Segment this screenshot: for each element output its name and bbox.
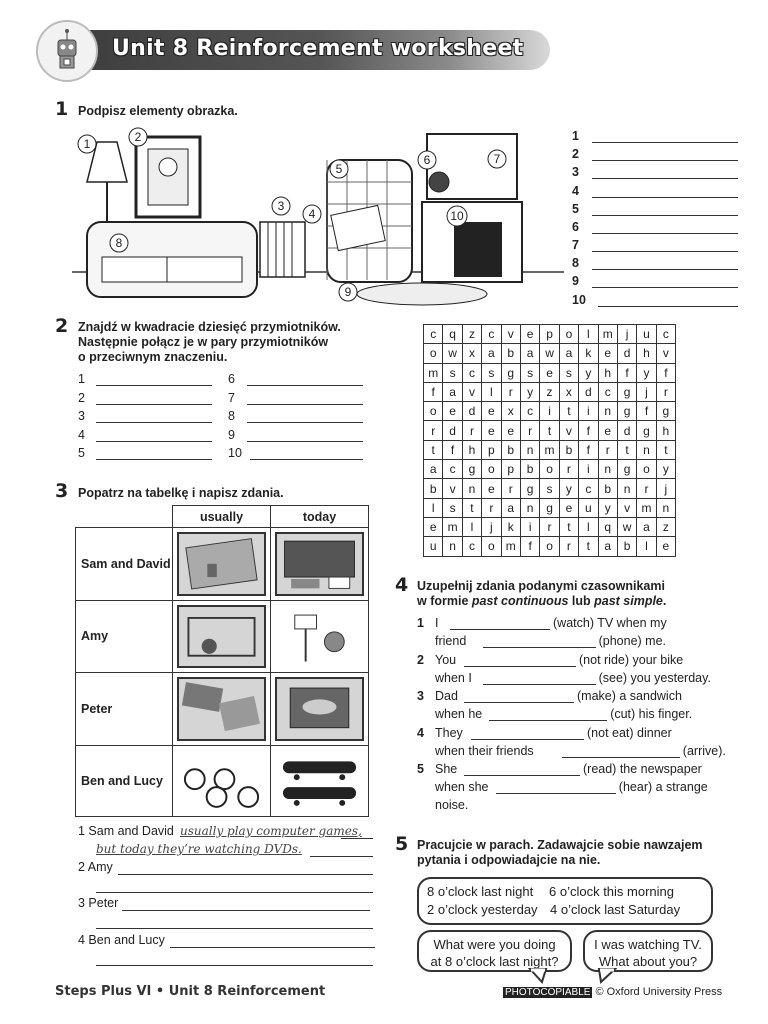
- answer-number-8: 8: [572, 256, 579, 270]
- row-name: Peter: [76, 673, 173, 746]
- grid-cell[interactable]: y: [520, 382, 539, 401]
- grid-cell[interactable]: g: [656, 402, 675, 421]
- grid-cell[interactable]: m: [424, 363, 443, 382]
- grid-cell[interactable]: m: [540, 440, 559, 459]
- sentence-3-prefix: 3 Peter: [78, 896, 119, 910]
- grid-cell[interactable]: j: [637, 382, 656, 401]
- grid-cell[interactable]: j: [617, 325, 636, 344]
- grid-cell[interactable]: t: [424, 440, 443, 459]
- item-number: 1: [417, 616, 424, 630]
- grid-cell[interactable]: a: [501, 498, 520, 517]
- grid-cell[interactable]: s: [482, 363, 501, 382]
- grid-cell[interactable]: k: [579, 344, 598, 363]
- grid-cell[interactable]: h: [598, 363, 617, 382]
- answer-line[interactable]: [464, 775, 580, 776]
- speech-tail-icon: [528, 968, 550, 984]
- grid-cell[interactable]: r: [656, 382, 675, 401]
- grid-cell[interactable]: l: [482, 382, 501, 401]
- grid-cell[interactable]: n: [656, 498, 675, 517]
- grid-cell[interactable]: g: [617, 460, 636, 479]
- grid-cell[interactable]: g: [540, 498, 559, 517]
- grid-cell[interactable]: v: [443, 479, 462, 498]
- grid-cell[interactable]: a: [443, 382, 462, 401]
- grid-cell[interactable]: n: [443, 537, 462, 556]
- answer-line[interactable]: [496, 793, 616, 794]
- answer-line[interactable]: [592, 160, 738, 161]
- grid-cell[interactable]: m: [443, 517, 462, 536]
- grid-cell[interactable]: e: [520, 325, 539, 344]
- grid-cell[interactable]: d: [617, 421, 636, 440]
- answer-line[interactable]: [341, 838, 373, 839]
- grid-cell[interactable]: c: [579, 479, 598, 498]
- grid-cell[interactable]: b: [559, 440, 578, 459]
- grid-cell[interactable]: f: [579, 440, 598, 459]
- answer-line[interactable]: [247, 385, 363, 386]
- answer-line[interactable]: [450, 629, 550, 630]
- grid-cell[interactable]: h: [462, 440, 481, 459]
- item-text: when he: [435, 707, 483, 721]
- item-number: 5: [417, 762, 424, 776]
- adjective-number: 3: [78, 409, 85, 423]
- grid-cell[interactable]: x: [501, 402, 520, 421]
- grid-cell[interactable]: o: [424, 402, 443, 421]
- grid-cell[interactable]: u: [424, 537, 443, 556]
- grid-cell[interactable]: g: [462, 460, 481, 479]
- grid-cell[interactable]: h: [637, 344, 656, 363]
- answer-line[interactable]: [592, 215, 738, 216]
- answer-line[interactable]: [483, 647, 596, 648]
- grid-cell[interactable]: o: [559, 325, 578, 344]
- svg-text:5: 5: [335, 162, 343, 176]
- exercise-1-number: 1: [55, 98, 69, 120]
- answer-line[interactable]: [96, 441, 212, 442]
- answer-line[interactable]: [592, 287, 738, 288]
- item-text: I: [435, 616, 439, 630]
- answer-line[interactable]: [96, 892, 373, 893]
- grid-cell[interactable]: n: [462, 479, 481, 498]
- grid-cell[interactable]: f: [520, 537, 539, 556]
- grid-cell[interactable]: h: [656, 421, 675, 440]
- grid-cell[interactable]: i: [540, 402, 559, 421]
- grid-cell[interactable]: y: [559, 479, 578, 498]
- grid-cell[interactable]: k: [501, 517, 520, 536]
- grid-cell[interactable]: i: [579, 402, 598, 421]
- answer-number-1: 1: [572, 129, 579, 143]
- football-goal-picture: [177, 605, 266, 669]
- column-usually: usually: [173, 506, 271, 528]
- answer-line[interactable]: [96, 928, 373, 929]
- times-bubble: 8 o’clock last night 6 o’clock this morning 2 o’clock yesterday 4 o’clock last Saturday: [417, 877, 713, 925]
- grid-cell[interactable]: i: [520, 517, 539, 536]
- grid-cell[interactable]: t: [617, 440, 636, 459]
- grid-cell[interactable]: t: [579, 537, 598, 556]
- item-text: (watch) TV when my: [553, 616, 667, 630]
- grid-cell[interactable]: d: [617, 344, 636, 363]
- svg-text:9: 9: [344, 285, 352, 299]
- grid-cell[interactable]: c: [656, 325, 675, 344]
- grid-cell[interactable]: s: [443, 498, 462, 517]
- grid-cell[interactable]: r: [637, 479, 656, 498]
- answer-number-9: 9: [572, 274, 579, 288]
- grid-cell[interactable]: a: [598, 537, 617, 556]
- adjective-number: 1: [78, 372, 85, 386]
- grid-cell[interactable]: l: [424, 498, 443, 517]
- answer-line[interactable]: [247, 422, 363, 423]
- answer-line[interactable]: [122, 910, 370, 911]
- sentence-1-answer-b: but today they’re watching DVDs.: [96, 842, 302, 856]
- row-name: Ben and Lucy: [76, 745, 173, 816]
- svg-text:2: 2: [134, 130, 142, 144]
- grid-cell[interactable]: c: [443, 460, 462, 479]
- grid-cell[interactable]: t: [462, 498, 481, 517]
- grid-cell[interactable]: g: [520, 479, 539, 498]
- answer-line[interactable]: [592, 142, 738, 143]
- grid-cell[interactable]: f: [617, 363, 636, 382]
- answer-line[interactable]: [562, 757, 680, 758]
- item-5-continuation: noise.: [435, 798, 469, 812]
- grid-cell[interactable]: f: [424, 382, 443, 401]
- item-text: (arrive).: [682, 743, 726, 758]
- grid-cell[interactable]: d: [443, 421, 462, 440]
- item-text: when their friends: [435, 743, 534, 758]
- adjective-number: 10: [228, 446, 242, 460]
- grid-cell[interactable]: b: [617, 537, 636, 556]
- grid-cell[interactable]: r: [462, 421, 481, 440]
- grid-cell[interactable]: e: [598, 344, 617, 363]
- exercise-5-instruction: Pracujcie w parach. Zadawajcie sobie nawzajem pytania i odpowiadajcie na nie.: [417, 838, 703, 867]
- grid-cell[interactable]: a: [637, 517, 656, 536]
- answer-number-6: 6: [572, 220, 579, 234]
- grid-cell[interactable]: e: [482, 402, 501, 421]
- activity-table: [75, 505, 369, 817]
- grid-cell[interactable]: g: [617, 382, 636, 401]
- grid-cell[interactable]: w: [540, 344, 559, 363]
- grid-cell[interactable]: o: [482, 460, 501, 479]
- grid-cell[interactable]: o: [637, 460, 656, 479]
- grid-cell[interactable]: v: [656, 344, 675, 363]
- answer-line[interactable]: [96, 459, 212, 460]
- grid-cell[interactable]: z: [462, 325, 481, 344]
- grid-cell[interactable]: c: [598, 382, 617, 401]
- item-number: 2: [417, 652, 424, 667]
- svg-text:8: 8: [115, 236, 123, 250]
- answer-line[interactable]: [96, 404, 212, 405]
- svg-text:1: 1: [83, 137, 91, 151]
- item-text: (hear) a strange: [618, 780, 708, 794]
- page-title: Unit 8 Reinforcement worksheet: [112, 36, 524, 61]
- grid-cell[interactable]: o: [540, 460, 559, 479]
- grid-cell[interactable]: j: [656, 479, 675, 498]
- svg-text:4: 4: [308, 207, 316, 221]
- answer-speech-bubble: I was watching TV. What about you?: [583, 930, 713, 972]
- answer-line[interactable]: [170, 947, 375, 948]
- grid-cell[interactable]: d: [579, 382, 598, 401]
- grid-cell[interactable]: f: [579, 421, 598, 440]
- computer-game-picture: [177, 532, 266, 596]
- grid-cell[interactable]: n: [598, 402, 617, 421]
- answer-line[interactable]: [96, 385, 212, 386]
- item-text: when I: [435, 670, 472, 685]
- item-text: She: [435, 762, 458, 776]
- exercise-1-instruction: Podpisz elementy obrazka.: [78, 104, 238, 118]
- grid-cell[interactable]: m: [501, 537, 520, 556]
- grid-cell[interactable]: u: [637, 325, 656, 344]
- answer-number-7: 7: [572, 238, 579, 252]
- adjective-number: 9: [228, 427, 235, 442]
- answer-number-4: 4: [572, 184, 579, 198]
- grid-cell[interactable]: r: [501, 479, 520, 498]
- sentence-1-prefix: 1 Sam and David: [78, 824, 174, 838]
- answer-line[interactable]: [464, 702, 574, 703]
- svg-text:10: 10: [450, 209, 464, 223]
- answer-line[interactable]: [483, 684, 596, 685]
- grid-cell[interactable]: q: [598, 517, 617, 536]
- grid-cell[interactable]: x: [559, 382, 578, 401]
- grid-cell[interactable]: g: [637, 421, 656, 440]
- grid-cell[interactable]: y: [637, 363, 656, 382]
- grid-cell[interactable]: w: [443, 344, 462, 363]
- grid-cell[interactable]: f: [443, 440, 462, 459]
- answer-line[interactable]: [489, 720, 607, 721]
- speech-tail-icon: [595, 968, 617, 984]
- grid-cell[interactable]: s: [559, 363, 578, 382]
- grid-cell[interactable]: t: [559, 402, 578, 421]
- grid-cell[interactable]: a: [424, 460, 443, 479]
- exercise-2-number: 2: [55, 315, 69, 337]
- exercise-4-number: 4: [395, 574, 409, 596]
- grid-cell[interactable]: d: [462, 402, 481, 421]
- grid-cell[interactable]: i: [579, 460, 598, 479]
- grid-cell[interactable]: a: [520, 344, 539, 363]
- answer-line[interactable]: [464, 666, 576, 667]
- grid-cell[interactable]: x: [462, 344, 481, 363]
- adjective-number: 8: [228, 409, 235, 423]
- item-text: when she: [435, 780, 489, 794]
- svg-text:6: 6: [423, 153, 431, 167]
- grid-cell[interactable]: g: [501, 363, 520, 382]
- living-room-illustration: [72, 122, 564, 312]
- grid-cell[interactable]: c: [462, 363, 481, 382]
- sentence-2-prefix: 2 Amy: [78, 860, 113, 874]
- answer-number-5: 5: [572, 202, 579, 216]
- item-text: Dad: [435, 689, 458, 703]
- grid-cell[interactable]: s: [520, 363, 539, 382]
- basketball-picture: [275, 605, 364, 669]
- answer-line[interactable]: [118, 874, 373, 875]
- item-text: friend: [435, 634, 467, 648]
- footer-title: Steps Plus VI • Unit 8 Reinforcement: [55, 984, 326, 999]
- grid-cell[interactable]: c: [520, 402, 539, 421]
- grid-cell[interactable]: r: [520, 421, 539, 440]
- sentence-4-prefix: 4 Ben and Lucy: [78, 933, 165, 947]
- grid-cell[interactable]: e: [559, 498, 578, 517]
- exercise-3-number: 3: [55, 480, 69, 502]
- grid-cell[interactable]: w: [617, 517, 636, 536]
- item-text: (see) you yesterday.: [598, 670, 711, 685]
- grid-cell[interactable]: z: [656, 517, 675, 536]
- row-name: Sam and David: [76, 528, 173, 601]
- grid-cell[interactable]: s: [443, 363, 462, 382]
- grid-cell[interactable]: l: [637, 537, 656, 556]
- grid-cell[interactable]: m: [637, 498, 656, 517]
- answer-line[interactable]: [592, 197, 738, 198]
- grid-cell[interactable]: y: [656, 460, 675, 479]
- grid-cell[interactable]: a: [482, 344, 501, 363]
- svg-text:3: 3: [277, 199, 285, 213]
- grid-cell[interactable]: e: [482, 479, 501, 498]
- grid-cell[interactable]: f: [656, 363, 675, 382]
- grid-cell[interactable]: p: [501, 460, 520, 479]
- grid-cell[interactable]: l: [462, 517, 481, 536]
- adjective-number: 5: [78, 446, 85, 460]
- grid-cell[interactable]: b: [520, 460, 539, 479]
- grid-cell[interactable]: e: [598, 421, 617, 440]
- answer-line[interactable]: [592, 269, 738, 270]
- grid-cell[interactable]: r: [540, 517, 559, 536]
- answer-number-10: 10: [572, 293, 586, 307]
- grid-cell[interactable]: q: [443, 325, 462, 344]
- item-text: (read) the newspaper: [583, 762, 702, 776]
- grid-cell[interactable]: r: [424, 421, 443, 440]
- grid-cell[interactable]: t: [559, 517, 578, 536]
- grid-cell[interactable]: e: [656, 537, 675, 556]
- grid-cell[interactable]: v: [559, 421, 578, 440]
- answer-line[interactable]: [247, 441, 363, 442]
- grid-cell[interactable]: g: [617, 402, 636, 421]
- grid-cell[interactable]: c: [462, 537, 481, 556]
- exercise-2-instruction: Znajdź w kwadracie dziesięć przymiotników. Następnie połącz je w pary przymiotników o przeciwnym znaczeniu.: [78, 320, 341, 364]
- grid-cell[interactable]: n: [520, 498, 539, 517]
- grid-cell[interactable]: y: [579, 363, 598, 382]
- painting-picture: [275, 677, 364, 741]
- robot-logo-icon: [36, 20, 98, 82]
- answer-line[interactable]: [592, 233, 738, 234]
- answer-number-2: 2: [572, 147, 579, 161]
- column-today: today: [271, 506, 369, 528]
- grid-cell[interactable]: t: [540, 421, 559, 440]
- grid-cell[interactable]: r: [598, 440, 617, 459]
- answer-line[interactable]: [471, 739, 584, 740]
- item-text: (make) a sandwich: [577, 689, 682, 703]
- grid-cell[interactable]: v: [617, 498, 636, 517]
- skateboards-picture: [275, 750, 364, 812]
- exercise-5-number: 5: [395, 833, 409, 855]
- answer-number-3: 3: [572, 165, 579, 179]
- question-speech-bubble: What were you doing at 8 o’clock last night?: [417, 930, 572, 972]
- messy-room-picture: [177, 677, 266, 741]
- grid-cell[interactable]: a: [559, 344, 578, 363]
- grid-cell[interactable]: e: [501, 421, 520, 440]
- bicycles-picture: [177, 750, 266, 812]
- item-text: (cut) his finger.: [610, 707, 693, 721]
- grid-cell[interactable]: o: [424, 344, 443, 363]
- row-name: Amy: [76, 600, 173, 673]
- answer-line[interactable]: [598, 306, 738, 307]
- answer-line[interactable]: [96, 965, 373, 966]
- grid-cell[interactable]: z: [540, 382, 559, 401]
- answer-line[interactable]: [247, 404, 363, 405]
- grid-cell[interactable]: n: [520, 440, 539, 459]
- grid-cell[interactable]: m: [598, 325, 617, 344]
- grid-cell[interactable]: c: [424, 325, 443, 344]
- grid-cell[interactable]: v: [501, 325, 520, 344]
- grid-cell[interactable]: r: [501, 382, 520, 401]
- item-text: They: [435, 725, 463, 740]
- grid-cell[interactable]: e: [482, 421, 501, 440]
- item-text: (phone) me.: [598, 634, 666, 648]
- item-number: 3: [417, 689, 424, 703]
- sentence-1-answer-a: usually play computer games,: [180, 824, 362, 838]
- grid-cell[interactable]: b: [501, 344, 520, 363]
- grid-cell[interactable]: v: [462, 382, 481, 401]
- adjective-number: 7: [228, 390, 235, 405]
- grid-cell[interactable]: l: [579, 517, 598, 536]
- grid-cell[interactable]: r: [482, 498, 501, 517]
- item-text: You: [435, 652, 457, 667]
- grid-cell[interactable]: r: [559, 460, 578, 479]
- grid-cell[interactable]: e: [540, 363, 559, 382]
- exercise-3-instruction: Popatrz na tabelkę i napisz zdania.: [78, 486, 284, 500]
- grid-cell[interactable]: b: [424, 479, 443, 498]
- item-text: (not eat) dinner: [587, 725, 672, 740]
- grid-cell[interactable]: b: [598, 479, 617, 498]
- svg-text:7: 7: [493, 152, 501, 166]
- adjective-number: 6: [228, 372, 235, 386]
- exercise-4-instruction: Uzupełnij zdania podanymi czasownikami w formie past continuous lub past simple.: [417, 579, 667, 608]
- answer-line[interactable]: [310, 856, 373, 857]
- grid-cell[interactable]: o: [482, 537, 501, 556]
- adjective-number: 2: [78, 390, 85, 405]
- grid-cell[interactable]: c: [482, 325, 501, 344]
- item-text: (not ride) your bike: [579, 652, 684, 667]
- grid-cell[interactable]: u: [579, 498, 598, 517]
- grid-cell[interactable]: f: [637, 402, 656, 421]
- word-search-grid: [423, 324, 676, 557]
- answer-line[interactable]: [96, 422, 212, 423]
- footer-copyright: PHOTOCOPIABLE © Oxford University Press: [505, 986, 723, 998]
- grid-cell[interactable]: y: [598, 498, 617, 517]
- grid-cell[interactable]: p: [482, 440, 501, 459]
- grid-cell[interactable]: n: [617, 479, 636, 498]
- answer-line[interactable]: [592, 178, 738, 179]
- answer-line[interactable]: [250, 459, 363, 460]
- grid-cell[interactable]: t: [656, 440, 675, 459]
- grid-cell[interactable]: j: [482, 517, 501, 536]
- grid-cell[interactable]: p: [540, 325, 559, 344]
- grid-cell[interactable]: r: [559, 537, 578, 556]
- grid-cell[interactable]: e: [424, 517, 443, 536]
- grid-cell[interactable]: n: [598, 460, 617, 479]
- answer-line[interactable]: [592, 251, 738, 252]
- grid-cell[interactable]: l: [579, 325, 598, 344]
- grid-cell[interactable]: n: [637, 440, 656, 459]
- grid-cell[interactable]: e: [443, 402, 462, 421]
- adjective-number: 4: [78, 427, 85, 442]
- grid-cell[interactable]: b: [501, 440, 520, 459]
- grid-cell[interactable]: s: [540, 479, 559, 498]
- tv-dvd-picture: [275, 532, 364, 596]
- item-number: 4: [417, 725, 424, 740]
- grid-cell[interactable]: o: [540, 537, 559, 556]
